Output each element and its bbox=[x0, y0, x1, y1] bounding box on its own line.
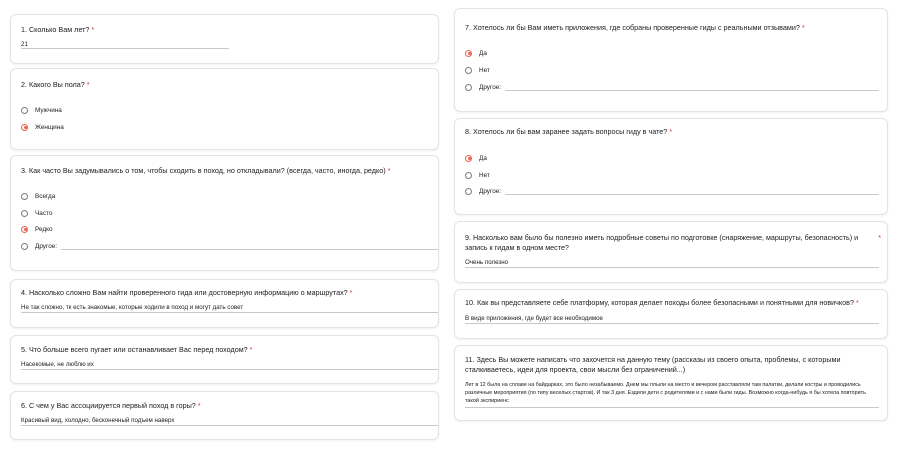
radio-icon[interactable] bbox=[21, 107, 28, 114]
other-text-field[interactable] bbox=[505, 90, 879, 91]
option-yes[interactable]: Да bbox=[465, 153, 487, 163]
question-card-9 bbox=[454, 221, 888, 283]
answer-underline bbox=[21, 48, 229, 49]
text-answer[interactable]: Очень полезно bbox=[465, 259, 509, 266]
question-title: 11. Здесь Вы можете написать что захочется на данную тему (рассказы из своего опыта, проблемы, с которыми сталкиваетесь, идеи для проекта, свои мысли без ограничений...) bbox=[465, 355, 841, 374]
required-asterisk: * bbox=[197, 401, 201, 410]
option-other[interactable]: Другое: bbox=[465, 82, 501, 92]
answer-underline bbox=[21, 369, 438, 370]
option-always[interactable]: Всегда bbox=[21, 191, 55, 201]
required-asterisk: * bbox=[801, 23, 805, 32]
option-other[interactable]: Другое: bbox=[21, 241, 57, 251]
question-card-1 bbox=[10, 14, 439, 64]
text-answer[interactable]: Насекомые, не люблю их bbox=[21, 361, 94, 368]
radio-icon[interactable] bbox=[465, 67, 472, 74]
answer-underline bbox=[465, 407, 879, 408]
radio-icon[interactable] bbox=[465, 172, 472, 179]
text-answer[interactable]: В виде приложения, где будет все необходимое bbox=[465, 315, 603, 322]
radio-icon[interactable] bbox=[21, 210, 28, 217]
option-female[interactable]: Женщина bbox=[21, 122, 64, 132]
text-answer[interactable]: Красивый вид, холодно, бесконечный подъем наверх bbox=[21, 417, 175, 424]
required-asterisk: * bbox=[669, 127, 673, 136]
answer-underline bbox=[465, 267, 879, 268]
required-asterisk: * bbox=[86, 80, 90, 89]
radio-selected-icon[interactable] bbox=[21, 124, 28, 131]
question-card-11 bbox=[454, 345, 888, 421]
radio-icon[interactable] bbox=[21, 193, 28, 200]
question-title: 3. Как часто Вы задумывались о том, чтобы сходить в поход, но откладывали? (всегда, часто, иногда, редко) * bbox=[21, 166, 391, 175]
option-no[interactable]: Нет bbox=[465, 65, 490, 75]
question-title: 10. Как вы представляете себе платформу, которая делает походы более безопасными и понятными для новичков? * bbox=[465, 298, 859, 307]
text-answer[interactable]: Не так сложно, тк есть знакомые, которые ходили в поход и могут дать совет bbox=[21, 304, 244, 311]
question-title: 7. Хотелось ли бы Вам иметь приложения, где собраны проверенные гиды с реальными отзывами? * bbox=[465, 23, 805, 32]
option-male[interactable]: Мужчина bbox=[21, 105, 62, 115]
required-asterisk: * bbox=[878, 233, 881, 242]
age-answer[interactable]: 21 bbox=[21, 41, 28, 48]
required-asterisk: * bbox=[855, 298, 859, 307]
question-title: 4. Насколько сложно Вам найти проверенного гида или достоверную информацию о маршрутах? * bbox=[21, 288, 353, 297]
text-answer[interactable]: Лет в 12 была на сплаве на байдарках, это было незабываемо. Днем мы плыли на место и вечером расставляли там палатки, делали костры и проводились различные мероприятия (по типу веселых стартов). И так 3 дня. Ездили дети с родителями и с нами были гиды. Возможно когда-нибудь я бы хотела повторить такой экспириенс bbox=[465, 382, 866, 404]
question-card-5 bbox=[10, 335, 439, 384]
question-card-6 bbox=[10, 391, 439, 440]
required-asterisk: * bbox=[349, 288, 353, 297]
option-other[interactable]: Другое: bbox=[465, 186, 501, 196]
radio-icon[interactable] bbox=[465, 84, 472, 91]
question-title: 2. Какого Вы пола? * bbox=[21, 80, 90, 89]
radio-icon[interactable] bbox=[465, 188, 472, 195]
answer-underline bbox=[21, 425, 438, 426]
required-asterisk: * bbox=[249, 345, 253, 354]
required-asterisk: * bbox=[91, 25, 95, 34]
option-yes[interactable]: Да bbox=[465, 48, 487, 58]
option-often[interactable]: Часто bbox=[21, 208, 52, 218]
question-title: 1. Сколько Вам лет? * bbox=[21, 25, 95, 34]
option-rarely[interactable]: Редко bbox=[21, 224, 53, 234]
radio-selected-icon[interactable] bbox=[465, 50, 472, 57]
answer-underline bbox=[21, 312, 438, 313]
answer-underline bbox=[465, 323, 879, 324]
other-text-field[interactable] bbox=[61, 249, 438, 250]
question-title: 5. Что больше всего пугает или останавливает Вас перед походом? * bbox=[21, 345, 253, 354]
radio-selected-icon[interactable] bbox=[465, 155, 472, 162]
radio-selected-icon[interactable] bbox=[21, 226, 28, 233]
question-card-3 bbox=[10, 155, 439, 271]
question-card-7 bbox=[454, 8, 888, 112]
question-title: 6. С чем у Вас ассоциируется первый поход в горы? * bbox=[21, 401, 201, 410]
other-text-field[interactable] bbox=[505, 194, 879, 195]
question-title: 9. Насколько вам было бы полезно иметь подробные советы по подготовке (снаряжение, маршруты, безопасность) и запись к гидам в одном месте? bbox=[465, 233, 859, 252]
required-asterisk: * bbox=[387, 166, 391, 175]
question-card-2 bbox=[10, 68, 439, 150]
option-no[interactable]: Нет bbox=[465, 170, 490, 180]
question-card-8 bbox=[454, 118, 888, 215]
question-title: 8. Хотелось ли бы вам заранее задать вопросы гиду в чате? * bbox=[465, 127, 673, 136]
radio-icon[interactable] bbox=[21, 243, 28, 250]
question-card-4 bbox=[10, 279, 439, 328]
question-card-10 bbox=[454, 289, 888, 339]
